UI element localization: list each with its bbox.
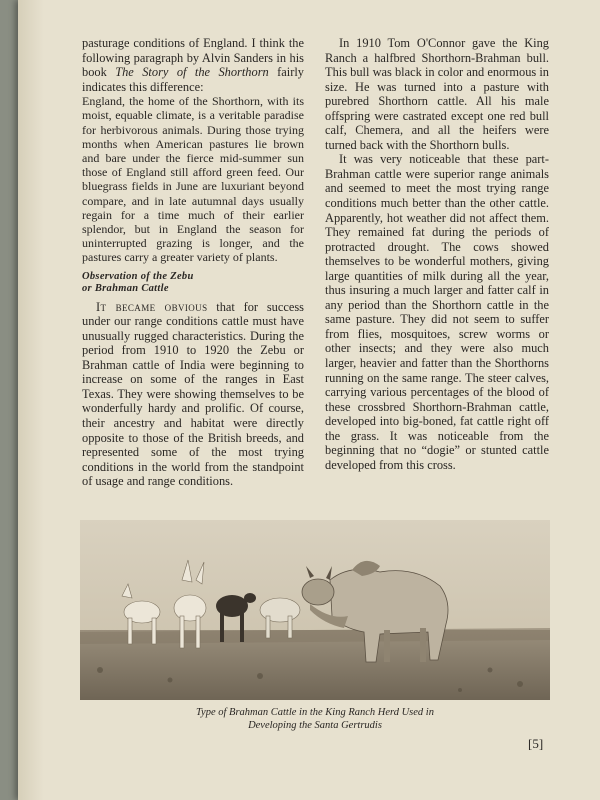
page-number: [5] bbox=[528, 736, 544, 751]
photo-caption: Type of Brahman Cattle in the King Ranch Herd Used in Developing the Santa Gertrudis bbox=[196, 707, 434, 731]
left-column bbox=[82, 36, 304, 489]
right-para-oconnor: In 1910 Tom O'Connor gave the King Ranch a halfbred Shorthorn-Brahman bull. This bull was black in color and enormous in size. He was turned into a pasture with purebred Shorthorn cattle. All his male offspring were castrated except one red bull calf, Chemera, and all the heifers were turned back with the Shorthorn bulls. bbox=[325, 36, 549, 152]
right-para-observations: It was very noticeable that these part-Brahman cattle were superior range animals and seemed to meet the most trying range conditions much better than the other cattle. Apparently, hot weather did not affect them. They remained fat during the periods of protracted drought. The cows showed themselves to be wonderful mothers, giving large quantities of milk during all the year, thus insuring a much larger and fatter calf in any period than the Shorthorn cattle in the same pasture. They did not seem to suffer from flies, mosquitoes, screw worms or other insects; and they were also much larger, heavier and fatter than the Shorthorns running on the same range. The steer calves, carrying various percentages of the blood of these crossbred Shorthorn-Brahman cattle, developed into big-boned, fat cattle right off the grass. It was noticeable from the beginning that no “dogie” or stunted cattle developed from this cross. bbox=[325, 152, 549, 472]
book-page bbox=[18, 0, 600, 800]
book-title: The Story of the Shorthorn bbox=[115, 65, 269, 80]
cattle-photo bbox=[80, 520, 550, 700]
lead-in: It became obvious bbox=[96, 299, 208, 314]
section-heading: Observation of the Zebu or Brahman Cattle bbox=[82, 270, 194, 295]
left-para-zebu: It became obvious that for success under our range conditions cattle must have unusually rugged characteristics. During the period from 1910 to 1920 the Zebu or Brahman cattle of India were beginning to increase on some of the ranges in East Texas. They were showing themselves to be wonderfully hardy and prolific. Of course, their ancestry and habitat were directly opposite to those of the British breeds, and represented some of the most trying conditions in the world from the standpoint of usage and range conditions. bbox=[82, 299, 304, 489]
left-para-intro: pasturage conditions of England. I think the following paragraph by Alvin Sanders in his book The Story of the Shorthorn fairly indicates this difference: bbox=[82, 36, 304, 94]
sanders-quote: England, the home of the Shorthorn, with its moist, equable climate, is a veritable paradise for herbivorous animals. During those trying months when American pastures lie brown and bare under the fierce mid-summer sun those of England still afford green feed. Our bluegrass fields in June are luxuriant beyond compare, and in late autumnal days usually regain for a time much of their earlier splendor, but in England the season for uninterrupted grazing is longer, and the pastures carry a greater variety of plants. bbox=[82, 94, 304, 265]
cattle-photo-image bbox=[80, 520, 550, 700]
right-column bbox=[325, 36, 549, 472]
